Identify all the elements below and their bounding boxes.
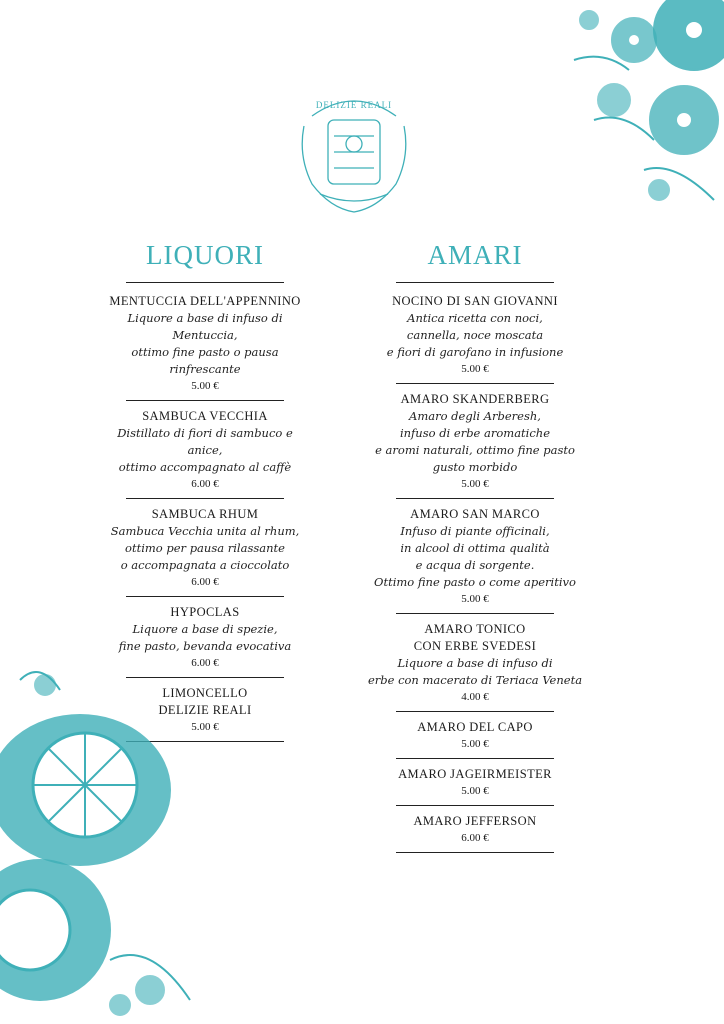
item-name: NOCINO DI SAN GIOVANNI: [392, 294, 558, 308]
divider: [396, 805, 554, 806]
item-description: Liquore a base di infuso di Mentuccia, ottimo fine pasto o pausa rinfrescante: [127, 311, 283, 376]
item-name: AMARO SKANDERBERG: [400, 392, 550, 406]
menu-item: [360, 764, 590, 802]
item-name: AMARO DEL CAPO: [417, 720, 533, 734]
item-price: 5.00 €: [461, 593, 489, 605]
flower-illustration-icon: [534, 0, 724, 215]
item-name: MENTUCCIA DELL'APPENNINO: [109, 294, 301, 308]
item-description: Distillato di fiori di sambuco e anice, ottimo accompagnato al caffè: [117, 426, 293, 474]
item-price: 5.00 €: [461, 478, 489, 490]
menu-item: [360, 389, 590, 495]
item-name: AMARO JAGEIRMEISTER: [398, 767, 552, 781]
divider: [396, 758, 554, 759]
item-name: AMARO SAN MARCO: [410, 507, 540, 521]
divider: [126, 400, 284, 401]
item-description: Infuso di piante officinali, in alcool di ottima qualità e acqua di sorgente. Ottimo fine pasto o come aperitivo: [374, 524, 576, 589]
divider: [396, 383, 554, 384]
amari-section: [360, 236, 590, 858]
divider: [126, 282, 284, 283]
item-description: Liquore a base di infuso di erbe con macerato di Teriaca Veneta: [367, 656, 583, 687]
item-name: AMARO TONICO CON ERBE SVEDESI: [413, 622, 537, 653]
item-name: LIMONCELLO DELIZIE REALI: [158, 686, 252, 717]
menu-item: [360, 291, 590, 380]
item-price: 6.00 €: [461, 832, 489, 844]
menu-item: [360, 811, 590, 849]
item-price: 4.00 €: [461, 691, 489, 703]
divider: [396, 711, 554, 712]
divider: [396, 613, 554, 614]
divider: [126, 596, 284, 597]
section-title-liquori: LIQUORI: [146, 240, 264, 270]
menu-item: [100, 504, 310, 593]
menu-item: [100, 291, 310, 397]
lemon-illustration-icon: [0, 660, 215, 1024]
menu-item: [360, 504, 590, 610]
item-price: 5.00 €: [191, 721, 219, 733]
item-price: 6.00 €: [191, 576, 219, 588]
item-name: AMARO JEFFERSON: [413, 814, 537, 828]
menu-item: [100, 406, 310, 495]
item-price: 5.00 €: [461, 738, 489, 750]
item-price: 6.00 €: [191, 478, 219, 490]
item-name: SAMBUCA VECCHIA: [142, 409, 268, 423]
item-description: Liquore a base di spezie, fine pasto, bevanda evocativa: [118, 622, 292, 653]
crest-text: DELIZIE REALI: [315, 100, 393, 110]
menu-item: [360, 717, 590, 755]
item-price: 5.00 €: [191, 380, 219, 392]
section-title-amari: AMARI: [427, 240, 523, 270]
menu-item: [360, 619, 590, 708]
item-description: Amaro degli Arberesh, infuso di erbe aromatiche e aromi naturali, ottimo fine pasto gusto morbido: [375, 409, 575, 474]
item-name: SAMBUCA RHUM: [151, 507, 259, 521]
item-price: 5.00 €: [461, 785, 489, 797]
item-price: 6.00 €: [191, 657, 219, 669]
item-name: HYPOCLAS: [170, 605, 240, 619]
divider: [396, 282, 554, 283]
crest-logo-icon: [290, 86, 418, 216]
item-description: Sambuca Vecchia unita al rhum, ottimo per pausa rilassante o accompagnata a cioccolato: [110, 524, 300, 572]
divider: [126, 498, 284, 499]
item-description: Antica ricetta con noci, cannella, noce moscata e fiori di garofano in infusione: [386, 311, 564, 359]
divider: [396, 498, 554, 499]
divider: [396, 852, 554, 853]
item-price: 5.00 €: [461, 363, 489, 375]
